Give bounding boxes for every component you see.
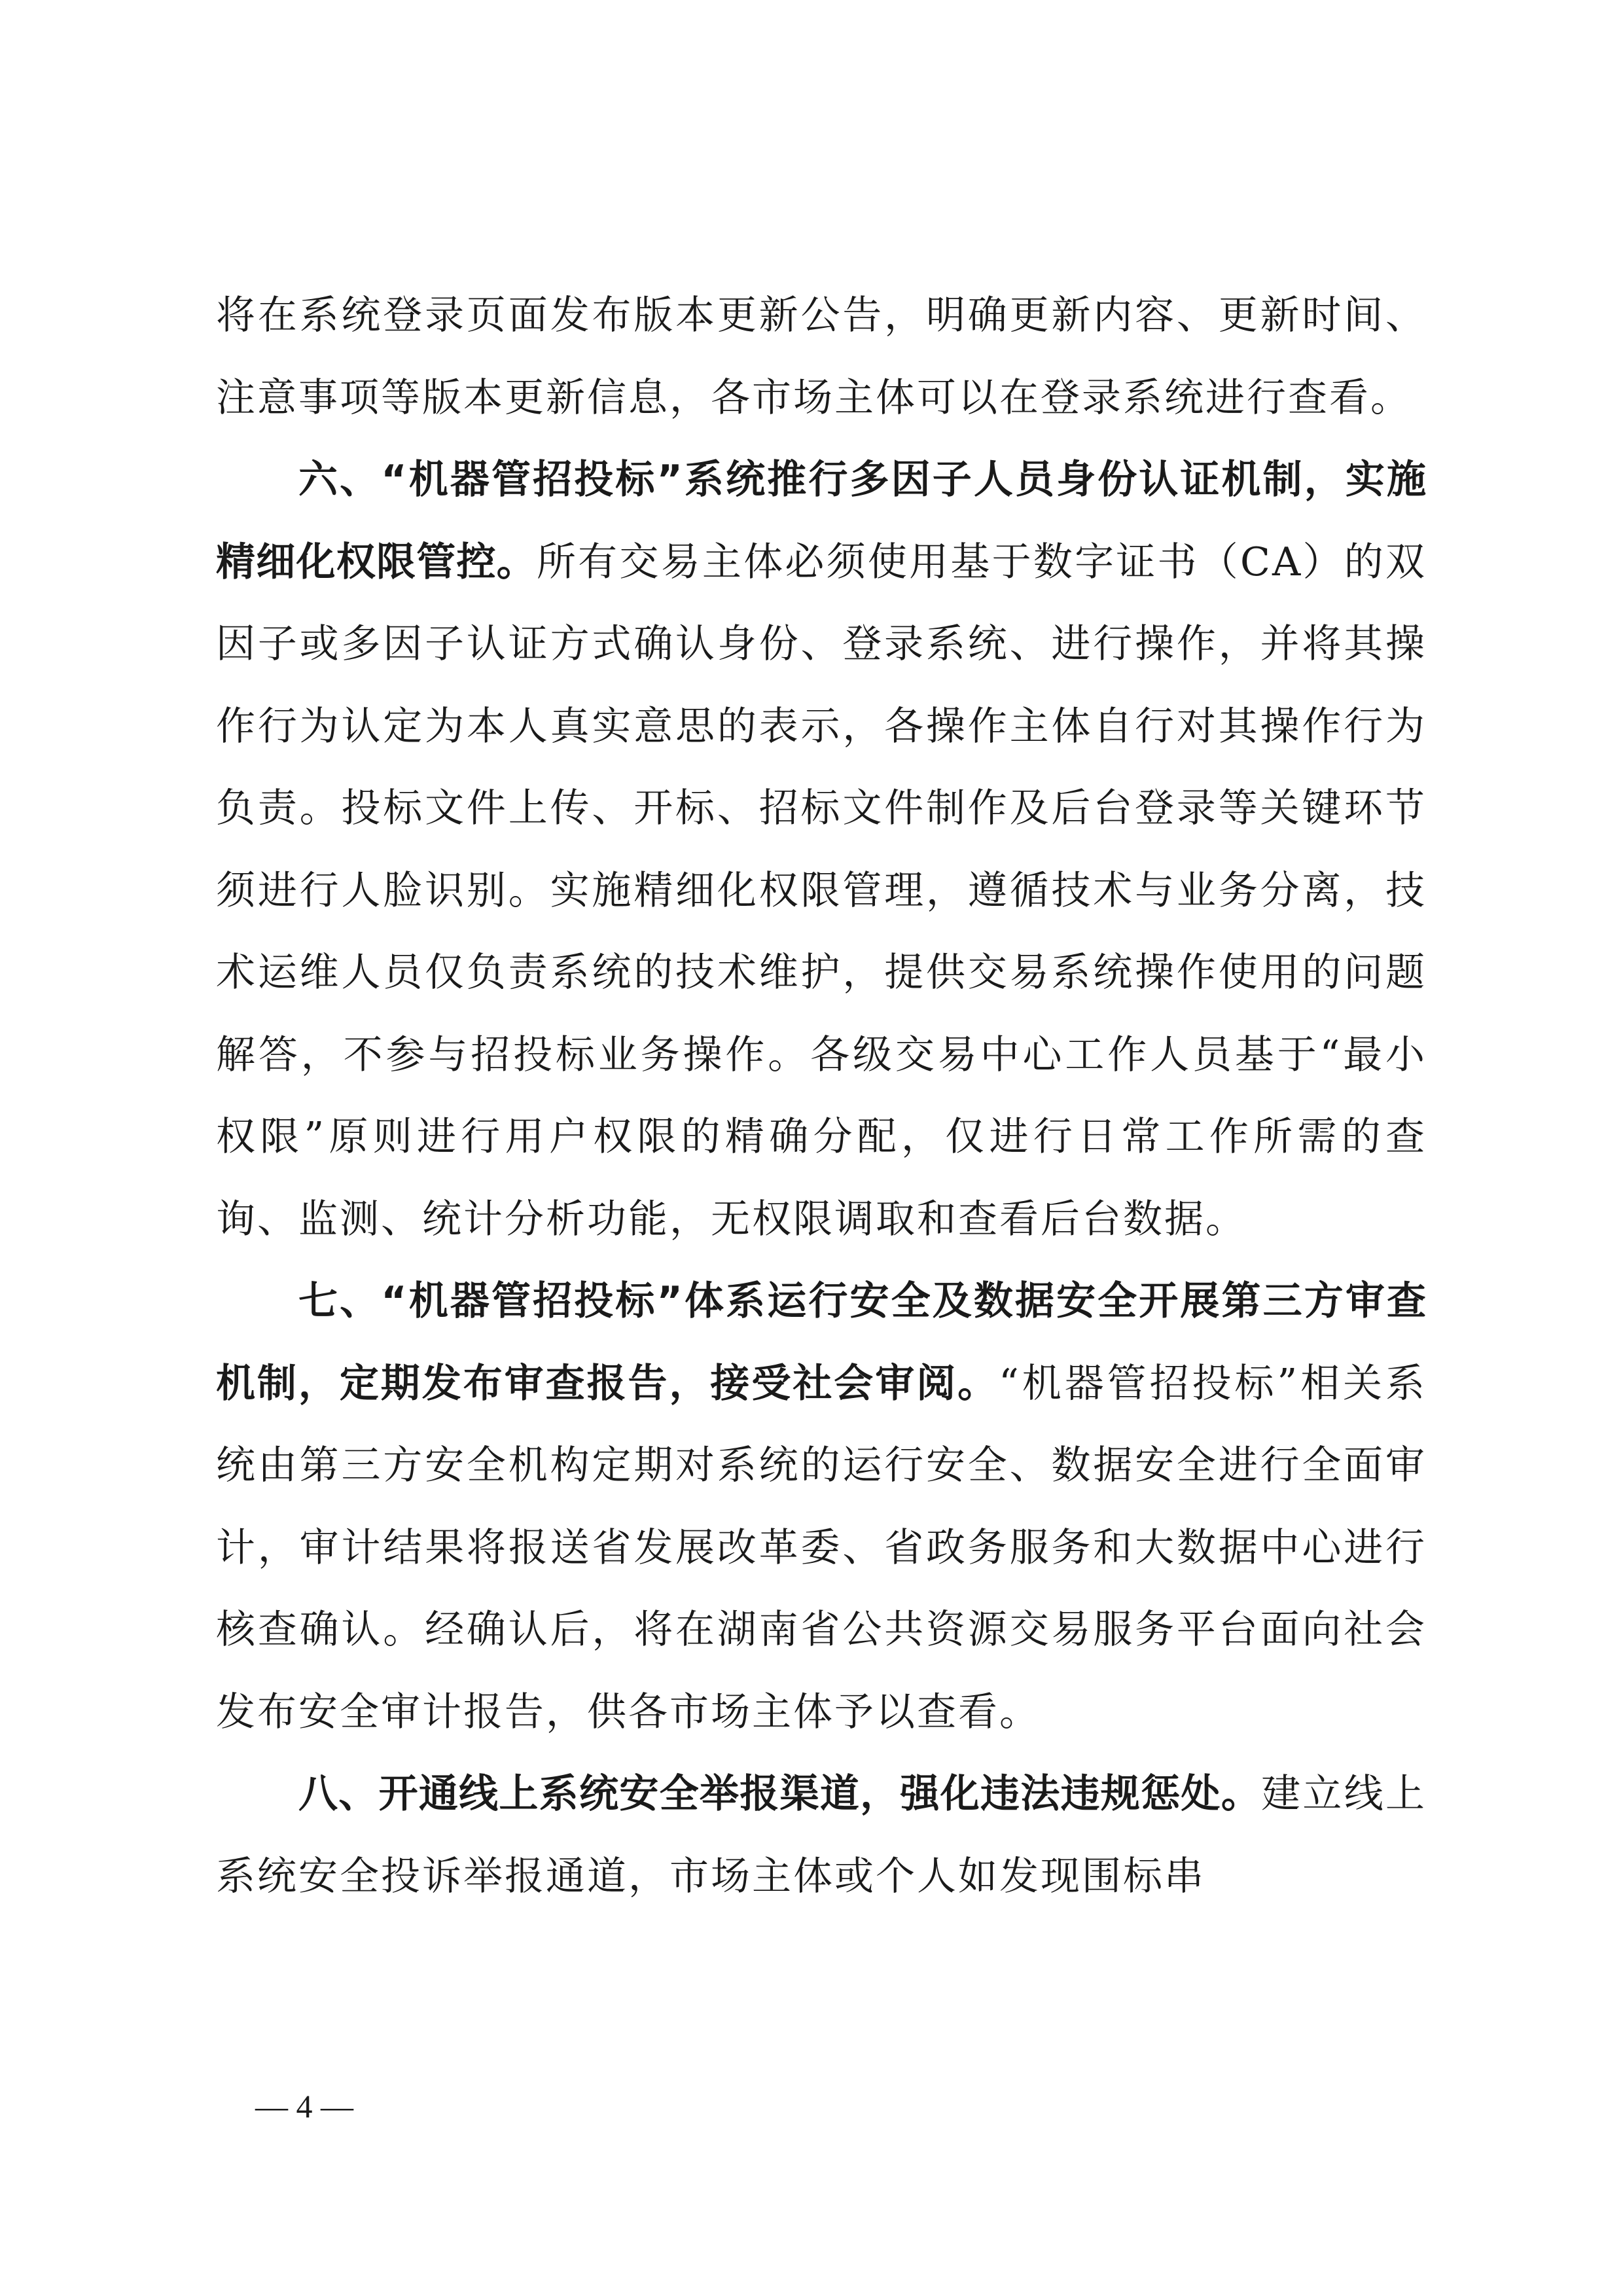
paragraph-text: “机器管招投标”相关系统由第三方安全机构定期对系统的运行安全、数据安全进行全面审计，审计结果将报送省发展改革委、省政务服务和大数据中心进行核查确认。经确认后，将在湖南省公共资源交易服务平台面向社会发布安全审计报告，供各市场主体予以查看。	[216, 1360, 1427, 1735]
paragraph-text: 建立线上系统安全投诉举报通道，市场主体或个人如发现围标串	[216, 1771, 1427, 1899]
page-number: — 4 —	[255, 2088, 353, 2125]
paragraph-text: 将在系统登录页面发布版本更新公告，明确更新内容、更新时间、注意事项等版本更新信息，各市场主体可以在登录系统进行查看。	[216, 293, 1427, 421]
paragraph-section-seven	[216, 1261, 1427, 1753]
paragraph-text: 所有交易主体必须使用基于数字证书（CA）的双因子或多因子认证方式确认身份、登录系统、进行操作，并将其操作行为认定为本人真实意思的表示，各操作主体自行对其操作行为负责。投标文件上传、开标、招标文件制作及后台登录等关键环节须进行人脸识别。实施精细化权限管理，遵循技术与业务分离，技术运维人员仅负责系统的技术维护，提供交易系统操作使用的问题解答，不参与招投标业务操作。各级交易中心工作人员基于“最小权限”原则进行用户权限的精确分配，仅进行日常工作所需的查询、监测、统计分析功能，无权限调取和查看后台数据。	[216, 539, 1427, 1242]
paragraph-continuation	[216, 275, 1427, 439]
paragraph-section-six	[216, 439, 1427, 1261]
document-body	[216, 275, 1427, 1918]
paragraph-lead: 八、开通线上系统安全举报渠道，强化违法违规惩处。	[298, 1771, 1262, 1817]
paragraph-lead: 七、“机器管招投标”体系运行安全及数据安全开展第三方审查机制，定期发布审查报告，接受社会审阅。	[216, 1278, 1427, 1407]
paragraph-section-eight	[216, 1753, 1427, 1918]
paragraph-lead: 六、“机器管招投标”系统推行多因子人员身份认证机制，实施精细化权限管控。	[216, 457, 1427, 585]
